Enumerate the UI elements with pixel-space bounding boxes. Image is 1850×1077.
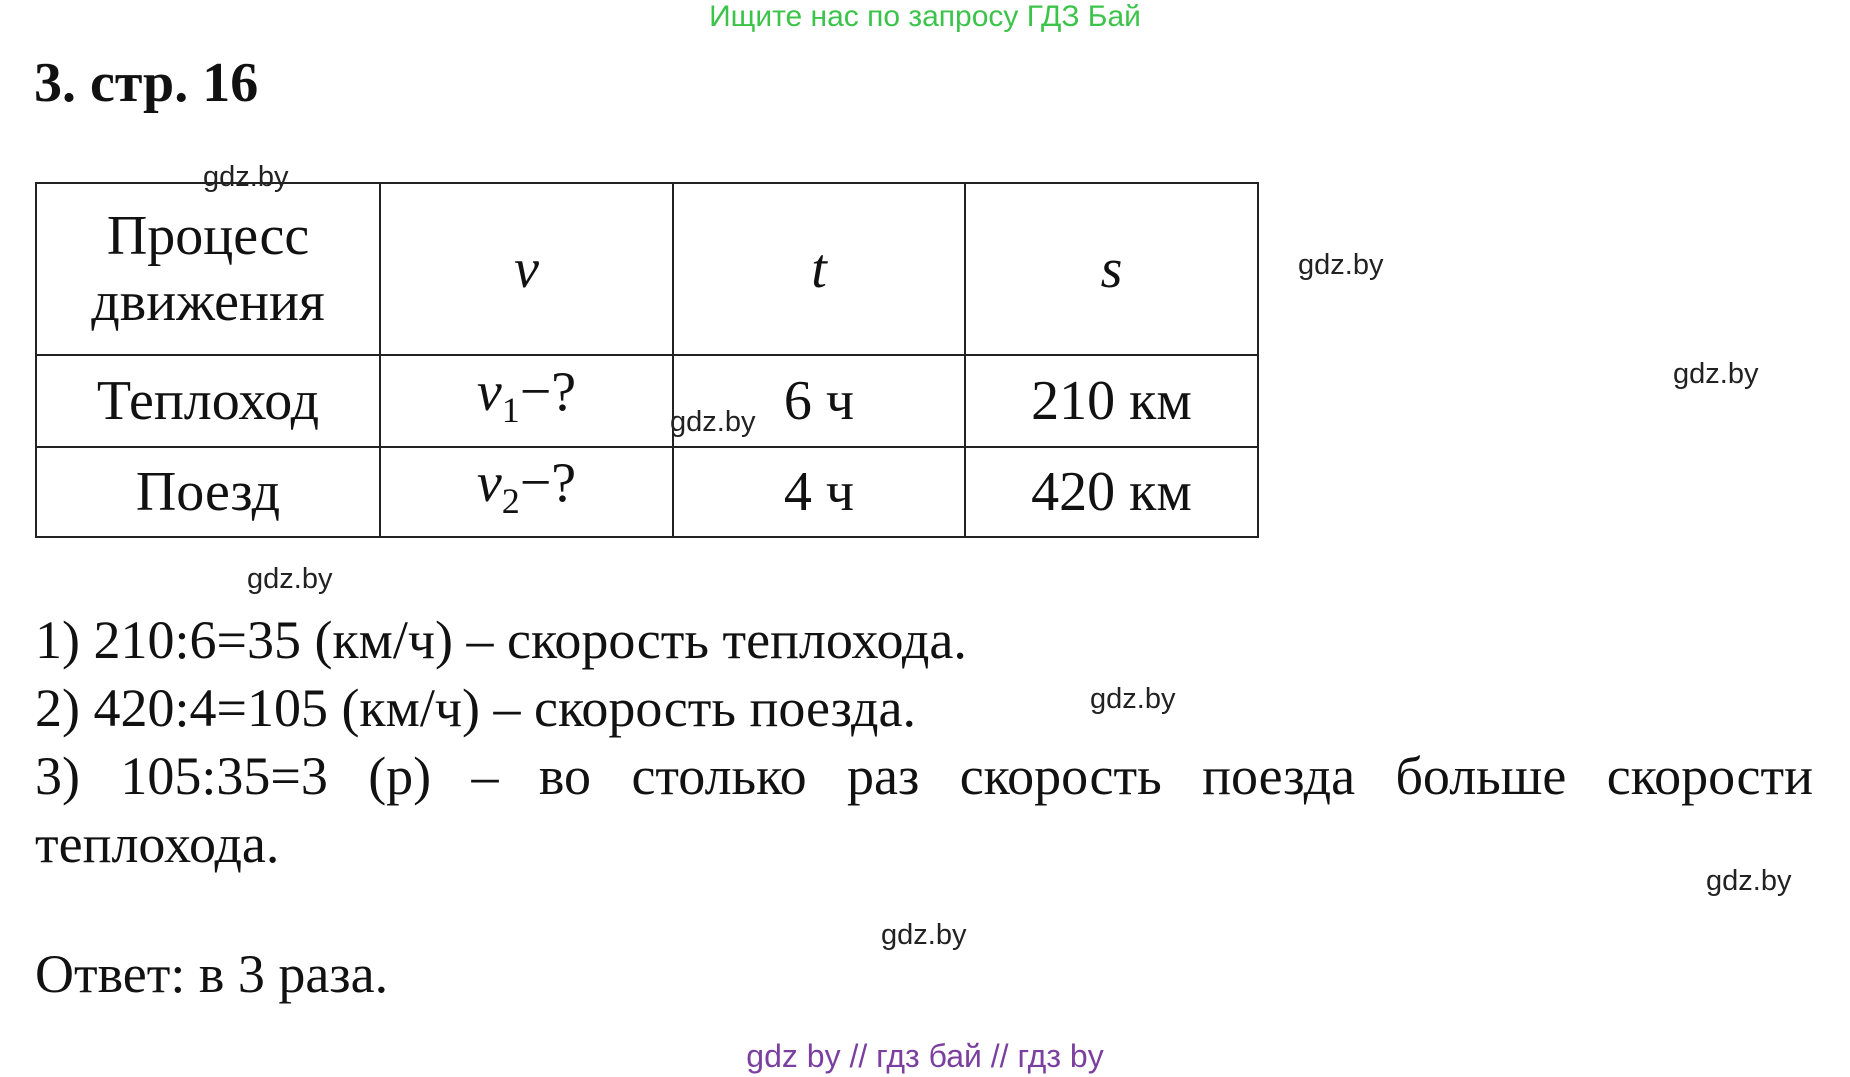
watermark: gdz.by xyxy=(1706,865,1792,897)
answer: Ответ: в 3 раза. xyxy=(35,944,389,1004)
watermark: gdz.by xyxy=(247,563,333,595)
cell-time: 4 ч xyxy=(673,447,965,537)
header-time: t xyxy=(673,183,965,355)
header-process-line1: Процесс xyxy=(106,205,310,267)
speed-subscript: 2 xyxy=(501,481,520,522)
watermark: gdz.by xyxy=(1673,358,1759,390)
solution-step: 3) 105:35=3 (р) – во столько раз скорость поезда больше скорости xyxy=(35,746,1813,806)
cell-speed xyxy=(380,447,673,537)
header-process xyxy=(36,183,380,355)
cell-distance: 210 км xyxy=(965,355,1258,447)
bottom-banner: gdz by // гдз бай // гдз by xyxy=(746,1038,1104,1074)
speed-question: −? xyxy=(519,451,577,514)
header-process-line2: движения xyxy=(91,271,325,333)
table-row xyxy=(36,447,1258,537)
table-row xyxy=(36,355,1258,447)
watermark: gdz.by xyxy=(881,919,967,951)
task-title: 3. стр. 16 xyxy=(34,52,259,114)
speed-symbol: v xyxy=(476,451,502,514)
cell-distance: 420 км xyxy=(965,447,1258,537)
cell-time: 6 ч xyxy=(673,355,965,447)
speed-question: −? xyxy=(519,360,577,423)
watermark: gdz.by xyxy=(1298,249,1384,281)
top-banner: Ищите нас по запросу ГДЗ Бай xyxy=(709,0,1141,33)
table-header-row xyxy=(36,183,1258,355)
solution-step-continuation: теплохода. xyxy=(35,814,280,874)
solution-step: 1) 210:6=35 (км/ч) – скорость теплохода. xyxy=(35,610,967,670)
watermark: gdz.by xyxy=(670,406,756,438)
cell-speed xyxy=(380,355,673,447)
speed-subscript: 1 xyxy=(501,390,520,431)
speed-symbol: v xyxy=(476,360,502,423)
solution-block xyxy=(35,606,1813,878)
motion-table xyxy=(35,182,1259,538)
header-speed: v xyxy=(380,183,673,355)
cell-process: Теплоход xyxy=(36,355,380,447)
watermark: gdz.by xyxy=(1090,683,1176,715)
solution-step: 2) 420:4=105 (км/ч) – скорость поезда. xyxy=(35,678,916,738)
header-distance: s xyxy=(965,183,1258,355)
cell-process: Поезд xyxy=(36,447,380,537)
watermark: gdz.by xyxy=(203,161,289,193)
